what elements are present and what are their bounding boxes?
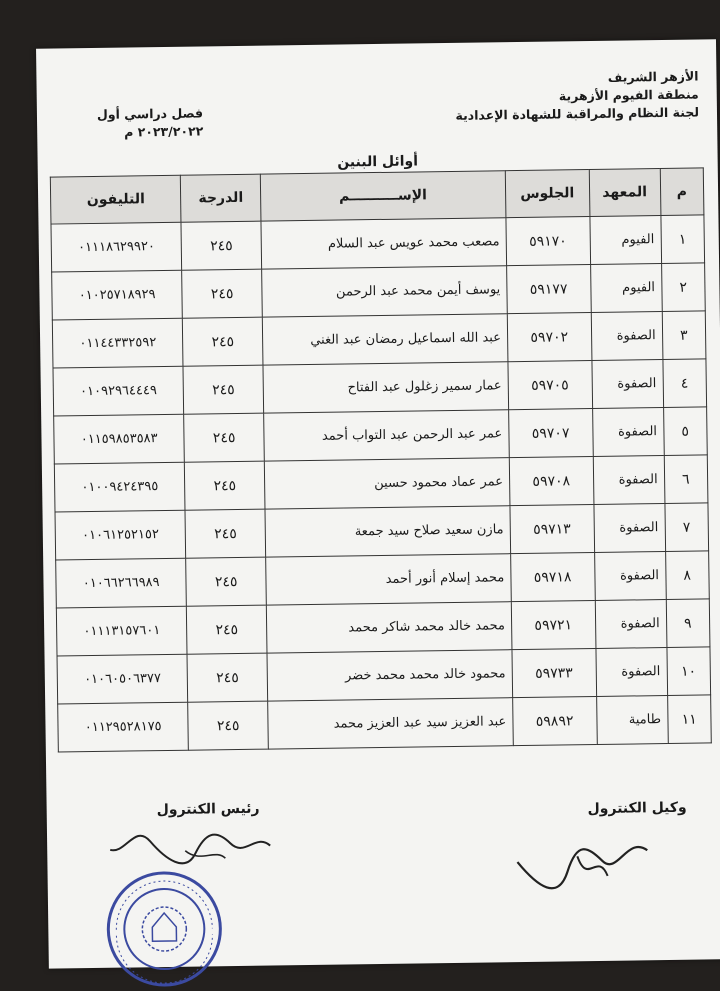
institute-cell: طامية xyxy=(596,695,668,744)
row-number: ١١ xyxy=(667,695,711,744)
seat-number-cell: ٥٩٧٠٨ xyxy=(509,457,593,506)
seat-number-cell: ٥٩٧١٨ xyxy=(510,553,594,602)
table-title: أوائل البنين xyxy=(337,153,419,171)
term-label: فصل دراسي أول xyxy=(96,105,204,122)
results-table xyxy=(50,167,712,752)
header-line-1: الأزهر الشريف xyxy=(607,68,699,85)
head-signature xyxy=(105,827,276,869)
row-number: ١٠ xyxy=(667,647,711,696)
phone-cell: ٠١٠٦١٢٥٢١٥٢ xyxy=(55,510,186,560)
institute-cell: الصفوة xyxy=(591,312,663,361)
seat-number-cell: ٥٩٧٣٣ xyxy=(512,648,596,697)
grade-cell: ٢٤٥ xyxy=(181,221,261,270)
seat-number-cell: ٥٩٧٢١ xyxy=(511,600,595,649)
phone-cell: ٠١١١٨٦٢٩٩٢٠ xyxy=(51,222,182,272)
header-line-3: لجنة النظام والمراقبة للشهادة الإعدادية xyxy=(455,104,700,123)
seat-number-cell: ٥٩٧١٣ xyxy=(510,505,594,554)
seat-number-cell: ٥٩١٧٧ xyxy=(506,265,590,314)
phone-cell: ٠١٠٢٥٧١٨٩٢٩ xyxy=(52,270,183,320)
student-name-cell: عبد الله اسماعيل رمضان عبد الغني xyxy=(262,314,508,365)
student-name-cell: مصعب محمد عويس عبد السلام xyxy=(261,218,507,269)
phone-cell: ٠١١١٣١٥٧٦٠١ xyxy=(56,606,187,656)
grade-cell: ٢٤٥ xyxy=(183,317,263,366)
row-number: ٧ xyxy=(664,503,708,552)
student-name-cell: مازن سعيد صلاح سيد جمعة xyxy=(265,506,511,557)
institute-cell: الصفوة xyxy=(594,552,666,601)
institute-cell: الصفوة xyxy=(595,600,667,649)
col-header-phone: التليفون xyxy=(50,175,181,224)
student-name-cell: عبد العزيز سيد عبد العزيز محمد xyxy=(268,698,514,749)
student-name-cell: عمر عماد محمود حسين xyxy=(264,458,510,509)
phone-cell: ٠١٠٠٩٤٢٤٣٩٥ xyxy=(54,462,185,512)
phone-cell: ٠١١٥٩٨٥٣٥٨٣ xyxy=(54,414,185,464)
institute-cell: الفيوم xyxy=(590,264,662,313)
student-name-cell: عمار سمير زغلول عبد الفتاح xyxy=(263,362,509,413)
document-page xyxy=(36,39,720,968)
phone-cell: ٠١١٢٩٥٢٨١٧٥ xyxy=(58,702,189,752)
grade-cell: ٢٤٥ xyxy=(182,269,262,318)
institute-cell: الصفوة xyxy=(593,456,665,505)
institute-cell: الصفوة xyxy=(593,504,665,553)
grade-cell: ٢٤٥ xyxy=(188,701,268,750)
col-header-name: الإســــــــــم xyxy=(260,171,506,221)
student-name-cell: محمود خالد محمد محمد خضر xyxy=(267,650,513,701)
student-name-cell: محمد إسلام أنور أحمد xyxy=(266,554,512,605)
deputy-signature xyxy=(507,830,658,892)
head-signature-label: رئيس الكنترول xyxy=(156,800,260,819)
row-number: ٦ xyxy=(664,455,708,504)
seat-number-cell: ٥٩١٧٠ xyxy=(506,217,590,266)
row-number: ٨ xyxy=(665,551,709,600)
row-number: ٢ xyxy=(661,263,705,312)
row-number: ٤ xyxy=(662,359,706,408)
grade-cell: ٢٤٥ xyxy=(187,653,267,702)
academic-year: ٢٠٢٣/٢٠٢٢ م xyxy=(124,123,204,140)
seat-number-cell: ٥٩٧٠٧ xyxy=(508,409,592,458)
row-number: ١ xyxy=(660,215,704,264)
seat-number-cell: ٥٩٨٩٢ xyxy=(512,696,596,745)
student-name-cell: محمد خالد محمد شاكر محمد xyxy=(266,602,512,653)
student-name-cell: يوسف أيمن محمد عبد الرحمن xyxy=(262,266,508,317)
grade-cell: ٢٤٥ xyxy=(185,509,265,558)
seat-number-cell: ٥٩٧٠٥ xyxy=(508,361,592,410)
row-number: ٩ xyxy=(666,599,710,648)
deputy-signature-label: وكيل الكنترول xyxy=(587,799,687,818)
col-header-grade: الدرجة xyxy=(181,174,261,222)
col-header-institute: المعهد xyxy=(589,169,661,217)
row-number: ٥ xyxy=(663,407,707,456)
phone-cell: ٠١١٤٤٣٣٢٥٩٢ xyxy=(52,318,183,368)
student-name-cell: عمر عبد الرحمن عبد التواب أحمد xyxy=(264,410,510,461)
row-number: ٣ xyxy=(662,311,706,360)
institute-cell: الفيوم xyxy=(589,216,661,265)
phone-cell: ٠١٠٦٠٥٠٦٣٧٧ xyxy=(57,654,188,704)
phone-cell: ٠١٠٩٢٩٦٤٤٤٩ xyxy=(53,366,184,416)
institution-header xyxy=(455,68,699,125)
table-row xyxy=(58,695,712,752)
grade-cell: ٢٤٥ xyxy=(183,365,263,414)
header-line-2: منطقة الفيوم الأزهرية xyxy=(558,86,699,104)
institute-cell: الصفوة xyxy=(595,648,667,697)
col-header-num: م xyxy=(660,168,704,216)
term-header xyxy=(97,104,204,141)
grade-cell: ٢٤٥ xyxy=(184,413,264,462)
col-header-seat: الجلوس xyxy=(505,170,589,218)
seat-number-cell: ٥٩٧٠٢ xyxy=(507,313,591,362)
institute-cell: الصفوة xyxy=(591,360,663,409)
institute-cell: الصفوة xyxy=(592,408,664,457)
grade-cell: ٢٤٥ xyxy=(187,605,267,654)
grade-cell: ٢٤٥ xyxy=(186,557,266,606)
grade-cell: ٢٤٥ xyxy=(185,461,265,510)
official-seal xyxy=(104,868,226,990)
phone-cell: ٠١٠٦٦٢٦٦٩٨٩ xyxy=(56,558,187,608)
